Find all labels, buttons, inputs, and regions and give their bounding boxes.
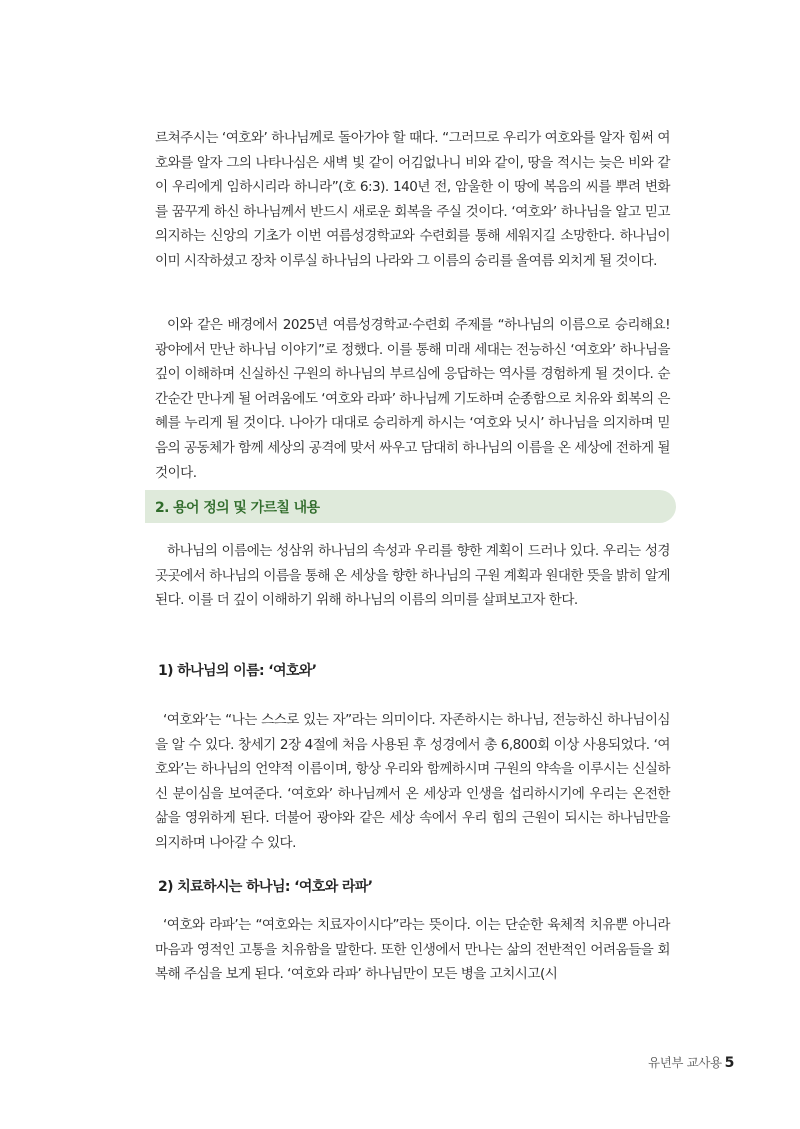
page-footer xyxy=(648,1053,734,1071)
footer-label: 유년부 교사용 xyxy=(648,1055,722,1070)
subheading-jehovah: 1) 하나님의 이름: ‘여호와’ xyxy=(158,663,317,679)
page-number: 5 xyxy=(724,1055,734,1071)
paragraph-jehovah: ‘여호와’는 “나는 스스로 있는 자”라는 의미이다. 자존하시는 하나님, 전능하신 하나님이심을 알 수 있다. 창세기 2장 4절에 처음 사용된 후 성경에서 총 6,800회 이상 사용되었다. ‘여호와’는 하나님의 언약적 이름이며, 항상 우리와 함께하시며 구원의 약속을 이루시는 신실하신 분이심을 보여준다. ‘여호와’ 하나님께서 온 세상과 인생을 섭리하시기에 우리는 온전한 삶을 영위하게 된다. 더불어 광야와 같은 세상 속에서 우리 힘의 근원이 되시는 하나님만을 의지하며 나아갈 수 있다. xyxy=(155,712,670,851)
paragraph-theme-background: 이와 같은 배경에서 2025년 여름성경학교·수련회 주제를 “하나님의 이름으로 승리해요! 광야에서 만난 하나님 이야기”로 정했다. 이를 통해 미래 세대는 전능하신 ‘여호와’ 하나님을 깊이 이해하며 신실하신 구원의 하나님의 부르심에 응답하는 역사를 경험하게 될 것이다. 순간순간 만나게 될 어려움에도 ‘여호와 라파’ 하나님께 기도하며 순종함으로 치유와 회복의 은혜를 누리게 될 것이다. 나아가 대대로 승리하게 하시는 ‘여호와 닛시’ 하나님을 의지하며 믿음의 공동체가 함께 세상의 공격에 맞서 싸우고 담대히 하나님의 이름을 온 세상에 전하게 될 것이다. xyxy=(155,317,670,481)
paragraph-intro-conclusion: 르쳐주시는 ‘여호와’ 하나님께로 돌아가야 할 때다. “그러므로 우리가 여호와를 알자 힘써 여호와를 알자 그의 나타나심은 새벽 빛 같이 어김없나니 비와 같이, 땅을 적시는 늦은 비와 같이 우리에게 임하시리라 하니라”(호 6:3). 140년 전, 암울한 이 땅에 복음의 씨를 뿌려 변화를 꿈꾸게 하신 하나님께서 반드시 새로운 회복을 주실 것이다. ‘여호와’ 하나님을 알고 믿고 의지하는 신앙의 기초가 이번 여름성경학교와 수련회를 통해 세워지길 소망한다. 하나님이 이미 시작하셨고 장차 이루실 하나님의 나라와 그 이름의 승리를 올여름 외치게 될 것이다. xyxy=(155,130,670,269)
paragraph-jehovah-rapha: ‘여호와 라파’는 “여호와는 치료자이시다”라는 뜻이다. 이는 단순한 육체적 치유뿐 아니라 마음과 영적인 고통을 치유함을 말한다. 또한 인생에서 만나는 삶의 전반적인 어려움들을 회복해 주심을 보게 된다. ‘여호와 라파’ 하나님만이 모든 병을 고치시고(시 xyxy=(155,917,670,983)
paragraph-names-of-god: 하나님의 이름에는 성삼위 하나님의 속성과 우리를 향한 계획이 드러나 있다. 우리는 성경 곳곳에서 하나님의 이름을 통해 온 세상을 향한 하나님의 구원 계획과 원대한 뜻을 밝히 알게 된다. 이를 더 깊이 이해하기 위해 하나님의 이름의 의미를 살펴보고자 한다. xyxy=(155,543,670,609)
section-title: 2. 용어 정의 및 가르칠 내용 xyxy=(155,500,320,516)
subheading-jehovah-rapha: 2) 치료하시는 하나님: ‘여호와 라파’ xyxy=(158,879,373,895)
section-header-bar xyxy=(145,490,676,523)
